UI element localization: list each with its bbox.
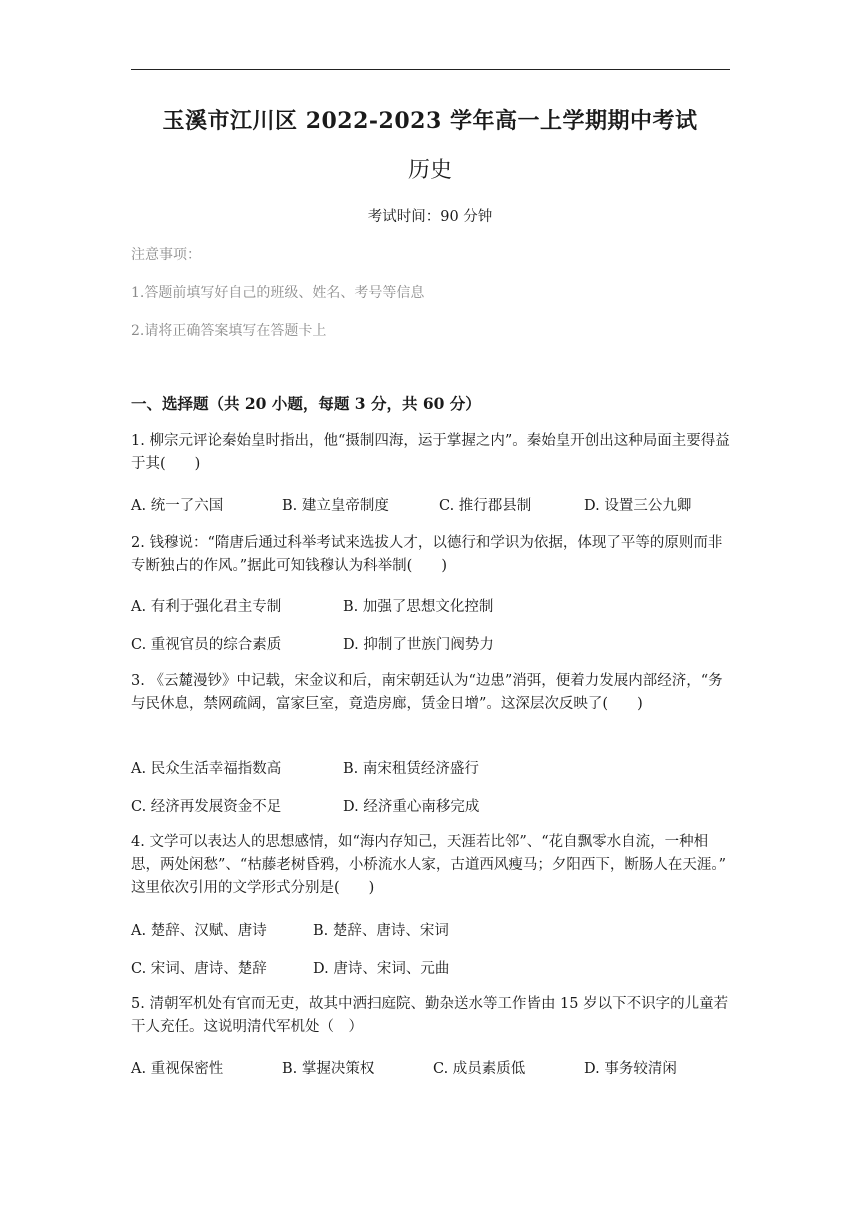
question-1-stem: 1. 柳宗元评论秦始皇时指出，他“摄制四海，运于掌握之内”。秦始皇开创出这种局面主要得益于其( ) [131, 433, 730, 472]
exam-title: 玉溪市江川区 2022-2023 学年高一上学期期中考试 [162, 108, 698, 134]
question-4-option-c[interactable]: C. 宋词、唐诗、楚辞 [131, 961, 267, 977]
notice-heading: 注意事项： [131, 247, 201, 263]
question-1-option-d[interactable]: D. 设置三公九卿 [584, 498, 692, 514]
question-1-option-a[interactable]: A. 统一了六国 [131, 498, 224, 514]
question-5-option-d[interactable]: D. 事务较清闲 [584, 1061, 677, 1077]
section-title: 一、选择题（共 20 小题，每题 3 分，共 60 分） [131, 394, 481, 413]
question-4-option-a[interactable]: A. 楚辞、汉赋、唐诗 [131, 923, 267, 939]
notice-item-1: 1.答题前填写好自己的班级、姓名、考号等信息 [131, 285, 425, 301]
exam-time: 考试时间：90 分钟 [367, 209, 493, 225]
question-1-option-c[interactable]: C. 推行郡县制 [439, 498, 532, 514]
question-4-option-b[interactable]: B. 楚辞、唐诗、宋词 [313, 923, 449, 939]
question-5-option-c[interactable]: C. 成员素质低 [433, 1061, 526, 1077]
question-1-option-b[interactable]: B. 建立皇帝制度 [282, 498, 389, 514]
question-2-option-a[interactable]: A. 有利于强化君主专制 [131, 599, 282, 615]
subject-title: 历史 [407, 158, 452, 183]
question-2-stem: 2. 钱穆说：“隋唐后通过科举考试来选拔人才，以德行和学识为依据，体现了平等的原则而非专断独占的作风。”据此可知钱穆认为科举制( ) [131, 535, 723, 574]
notice-item-2: 2.请将正确答案填写在答题卡上 [131, 323, 327, 339]
header-rule [131, 69, 730, 70]
question-3-option-b[interactable]: B. 南宋租赁经济盛行 [343, 761, 479, 777]
question-3-option-a[interactable]: A. 民众生活幸福指数高 [131, 761, 282, 777]
question-4-option-d[interactable]: D. 唐诗、宋词、元曲 [313, 961, 450, 977]
question-5-option-a[interactable]: A. 重视保密性 [131, 1061, 224, 1077]
question-2-option-b[interactable]: B. 加强了思想文化控制 [343, 599, 494, 615]
question-5-stem: 5. 清朝军机处有官而无吏，故其中洒扫庭院、勤杂送水等工作皆由 15 岁以下不识字的儿童若干人充任。这说明清代军机处（ ） [131, 996, 729, 1035]
question-2-option-d[interactable]: D. 抑制了世族门阀势力 [343, 637, 494, 653]
question-3-option-c[interactable]: C. 经济再发展资金不足 [131, 799, 282, 815]
question-5-option-b[interactable]: B. 掌握决策权 [282, 1061, 375, 1077]
question-3-option-d[interactable]: D. 经济重心南移完成 [343, 799, 480, 815]
question-3-stem: 3. 《云麓漫钞》中记载，宋金议和后，南宋朝廷认为“边患”消弭，便着力发展内部经济，“务与民休息，禁网疏阔，富家巨室，竟造房廊，赁金日增”。这深层次反映了( ) [131, 673, 723, 712]
question-2-option-c[interactable]: C. 重视官员的综合素质 [131, 637, 282, 653]
question-4-stem: 4. 文学可以表达人的思想感情，如“海内存知己，天涯若比邻”、“花自飘零水自流，一种相思，两处闲愁”、“枯藤老树昏鸦，小桥流水人家，古道西风瘦马；夕阳西下，断肠人在天涯。” 这里依次引用的文学形式分别是( ) [131, 834, 726, 896]
